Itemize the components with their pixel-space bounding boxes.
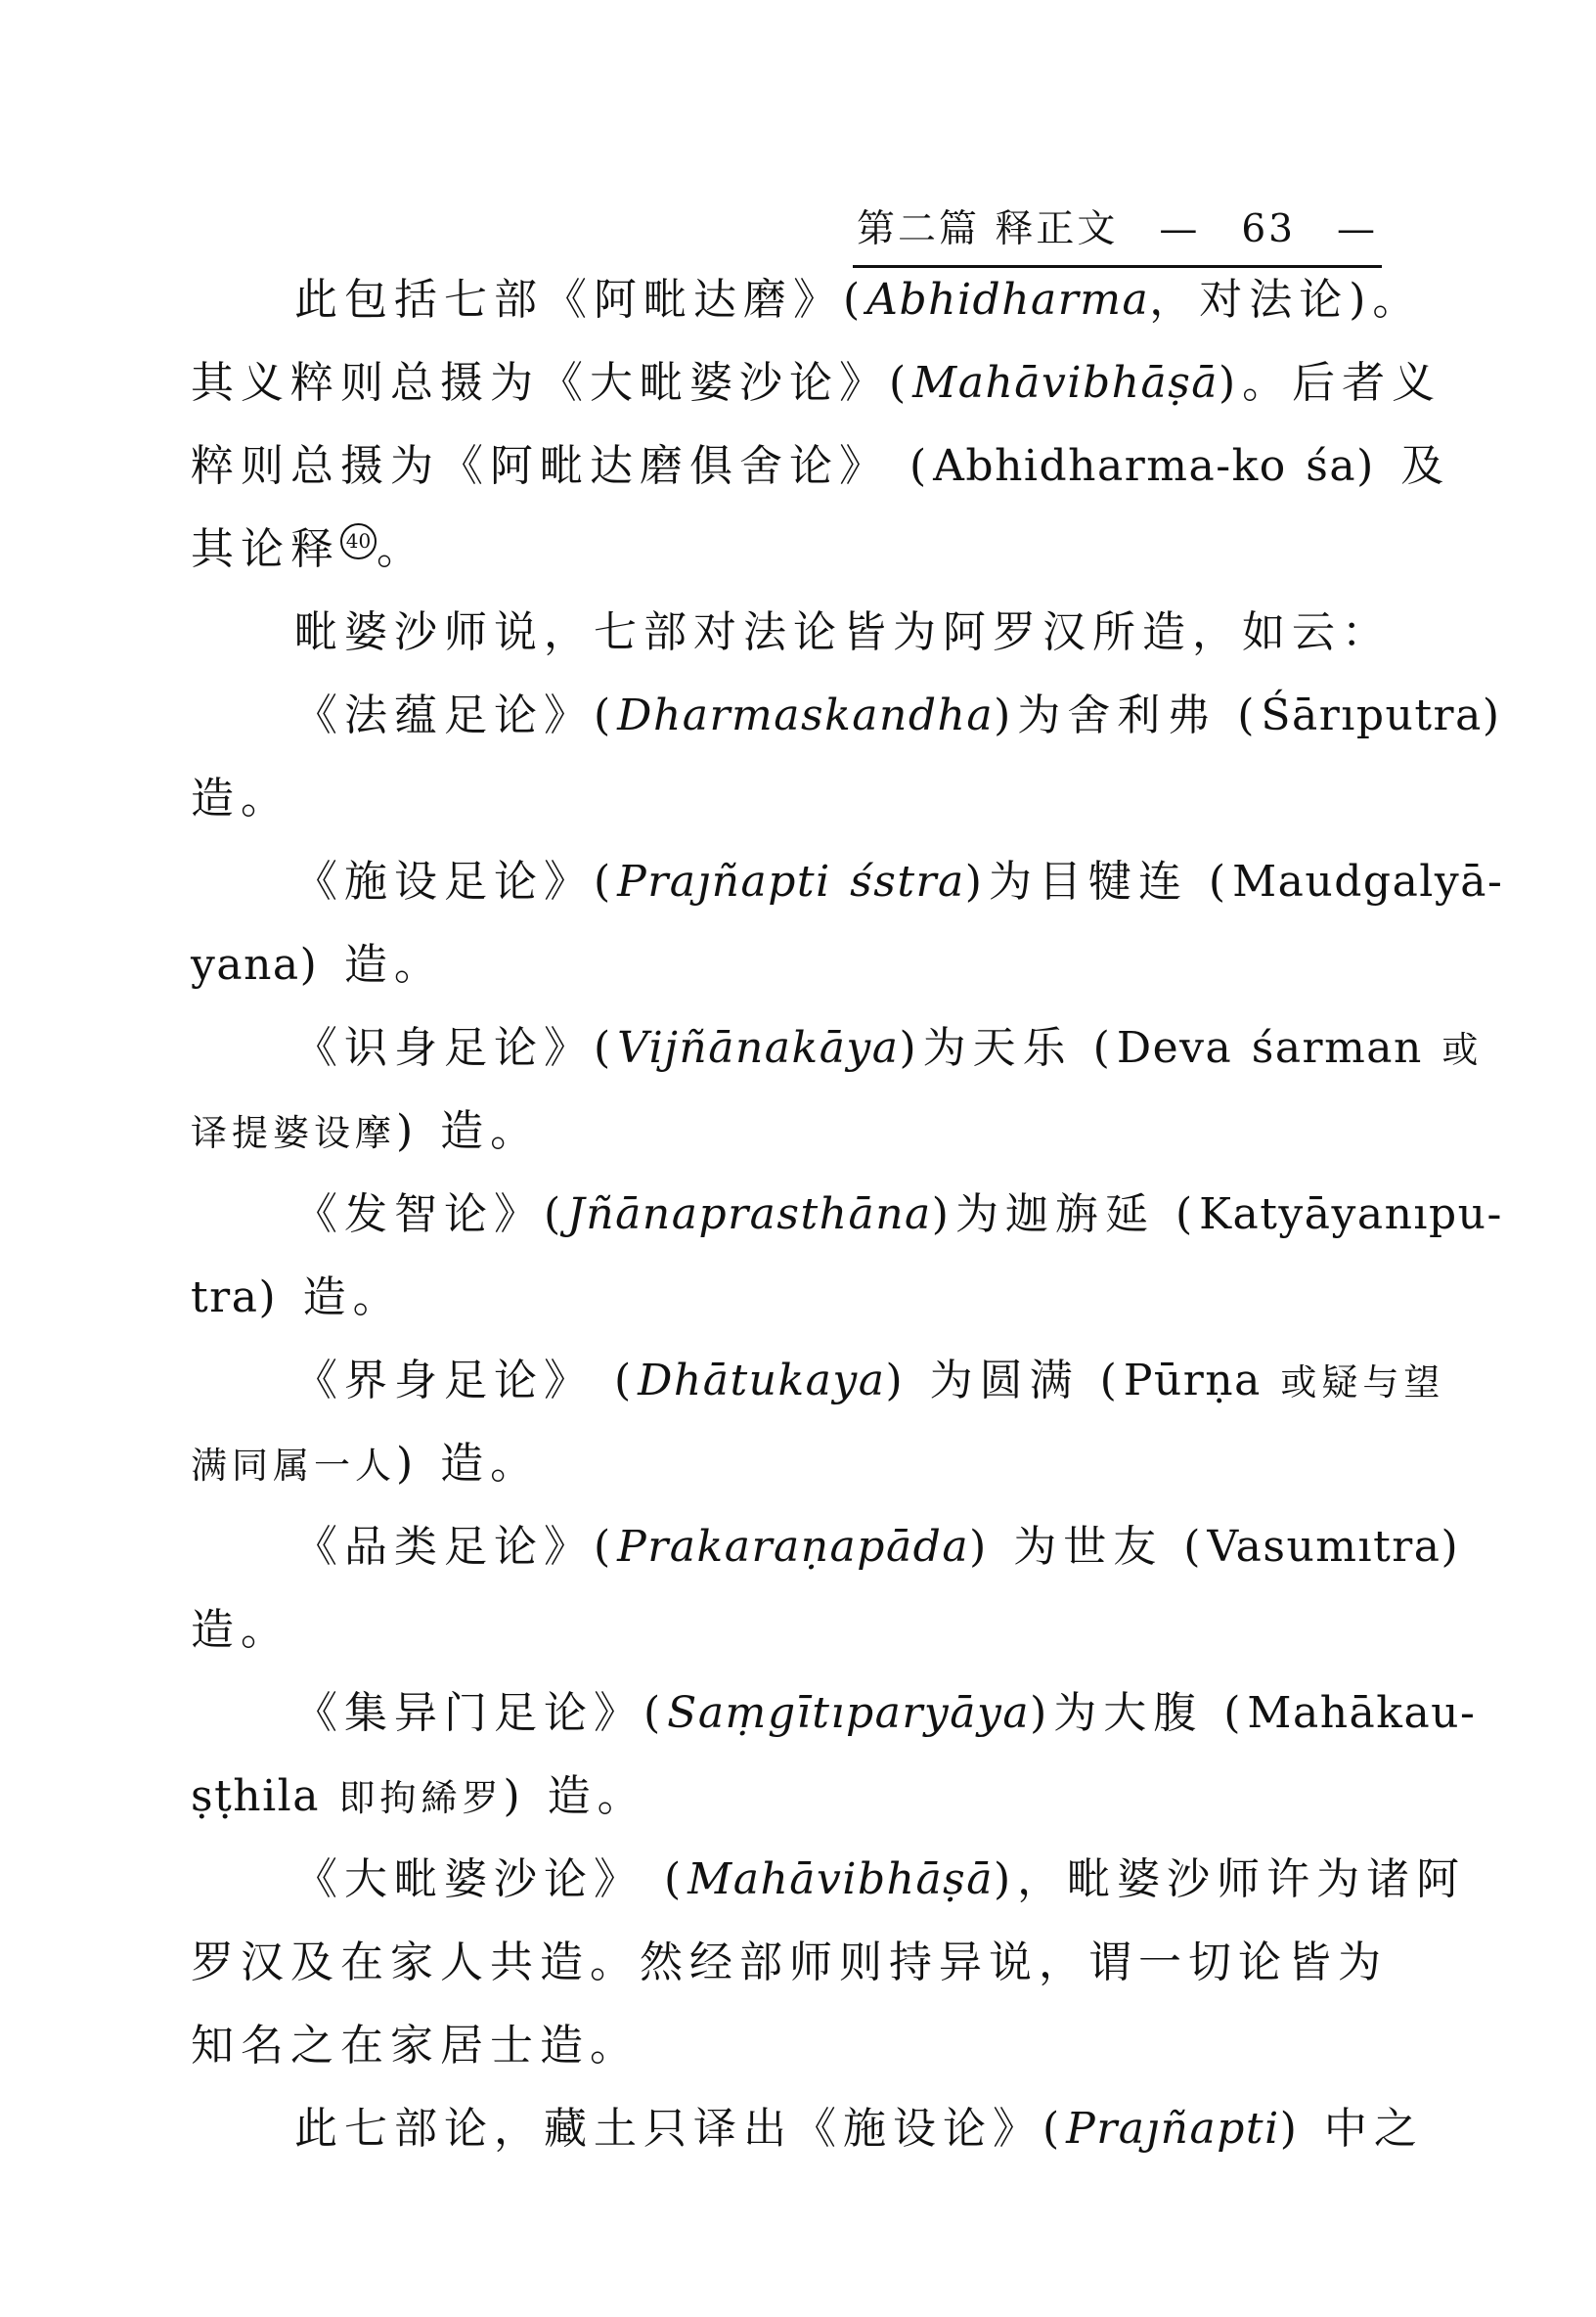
annotation-small-text: 满同属一人: [191, 1445, 396, 1487]
annotation-small-text: 译提婆设摩: [191, 1112, 396, 1154]
text-line: [191, 757, 1431, 840]
cjk-text: ) 造。: [396, 1439, 541, 1489]
text-line: [191, 1173, 1503, 1256]
text-line: [191, 1921, 1431, 2004]
text-line: [191, 424, 1451, 508]
text-line: [191, 258, 1431, 341]
cjk-text: 其论释: [191, 524, 340, 574]
page-body: [191, 258, 1506, 2170]
cjk-text: 造。: [191, 774, 290, 824]
cjk-text: 《施设足论》(: [294, 857, 618, 907]
text-line: [191, 1838, 1467, 1921]
footnote-marker: 40: [340, 523, 377, 559]
cjk-text: )。后者义: [1219, 358, 1442, 408]
cjk-text: )为舍利弗 (: [994, 691, 1262, 740]
text-line: [191, 674, 1506, 757]
text-line: [191, 1755, 1431, 1838]
cjk-text: )为大腹 (: [1030, 1688, 1248, 1738]
text-line: [191, 2004, 1431, 2087]
cjk-text: 。: [377, 524, 426, 574]
cjk-text: )为迦旃延 (: [931, 1189, 1200, 1239]
sanskrit-term: Mahāvibhāṣā: [687, 1854, 994, 1904]
cjk-text: 《大毗婆沙论》 (: [294, 1854, 688, 1904]
latin-text: Deva śarman: [1116, 1023, 1442, 1073]
sanskrit-term: Vijñānakāya: [617, 1023, 900, 1073]
sanskrit-term: Praȷñapti śstra: [617, 857, 965, 907]
cjk-text: ): [1441, 1522, 1465, 1572]
latin-text: ṣṭhila: [191, 1771, 339, 1821]
cjk-text: ) 为世友 (: [969, 1522, 1208, 1572]
annotation-small-text: 即拘絺罗: [338, 1777, 504, 1819]
cjk-text: 《品类足论》(: [294, 1522, 618, 1572]
sanskrit-term: Jñānaprasthāna: [567, 1189, 932, 1239]
cjk-text: )，毗婆沙师许为诸阿: [994, 1854, 1467, 1904]
sanskrit-term: Dhātukaya: [638, 1356, 886, 1405]
cjk-text: ) 造。: [503, 1771, 647, 1821]
latin-text: Vasumıtra: [1207, 1522, 1441, 1572]
cjk-text: 知名之在家居士造。: [191, 2021, 640, 2071]
cjk-text: 此七部论，藏土只译出《施设论》(: [294, 2104, 1067, 2154]
sanskrit-term: Mahāvibhāṣā: [912, 358, 1219, 408]
cjk-text: 其义粹则总摄为《大毗婆沙论》(: [191, 358, 913, 408]
cjk-text: 粹则总摄为《阿毗达磨俱舍论》 (: [191, 441, 934, 491]
cjk-text: 《发智论》(: [294, 1189, 568, 1239]
cjk-text: 《法蕴足论》(: [294, 691, 618, 740]
text-line: [191, 591, 1431, 674]
text-line: [191, 2087, 1431, 2170]
annotation-small-text: 或疑与望: [1280, 1361, 1445, 1404]
cjk-text: 《界身足论》 (: [294, 1356, 639, 1405]
cjk-text: ) 及: [1356, 441, 1451, 491]
latin-text: Pūrṇa: [1123, 1356, 1281, 1405]
latin-text: yana: [191, 940, 300, 990]
latin-text: Śārıputra: [1261, 691, 1483, 740]
cjk-text: ，对法论)。: [1149, 275, 1423, 325]
cjk-text: ) 中之: [1279, 2104, 1424, 2154]
cjk-text: 此包括七部《阿毗达磨》(: [294, 275, 867, 325]
latin-text: Katyāyanıpu-: [1199, 1189, 1503, 1239]
text-line: [191, 1588, 1431, 1671]
cjk-text: ) 为圆满 (: [885, 1356, 1124, 1405]
annotation-small-text: 或: [1441, 1029, 1484, 1071]
text-line: [191, 1671, 1477, 1755]
cjk-text: ) 造。: [396, 1106, 541, 1156]
text-line: [191, 923, 1431, 1006]
cjk-text: 毗婆沙师说，七部对法论皆为阿罗汉所造，如云：: [294, 607, 1392, 657]
sanskrit-term: Prakaraṇapāda: [617, 1522, 970, 1572]
text-line: [191, 840, 1504, 923]
text-line: [191, 1422, 1431, 1505]
cjk-text: )为目犍连 (: [964, 857, 1233, 907]
text-line: [191, 1505, 1465, 1588]
sanskrit-term: Abhidharma: [866, 275, 1150, 325]
text-line: [191, 1090, 1431, 1173]
latin-text: Maudgalyā-: [1232, 857, 1504, 907]
text-line: [191, 1256, 1431, 1339]
latin-text: Abhidharma-ko śa: [933, 441, 1357, 491]
text-line: [191, 341, 1442, 424]
cjk-text: )为天乐 (: [899, 1023, 1117, 1073]
cjk-text: ) 造。: [258, 1272, 403, 1322]
text-line: [191, 508, 1431, 591]
latin-text: Mahākau-: [1247, 1688, 1477, 1738]
cjk-text: 造。: [191, 1605, 290, 1655]
text-line: [191, 1006, 1484, 1090]
latin-text: tra: [191, 1272, 259, 1322]
cjk-text: ): [1482, 691, 1506, 740]
sanskrit-term: Dharmaskandha: [617, 691, 995, 740]
text-line: [191, 1339, 1445, 1422]
sanskrit-term: Saṃgītıparyāya: [667, 1688, 1031, 1738]
sanskrit-term: Praȷñapti: [1066, 2104, 1280, 2154]
running-header-text: 第二篇 释正文 — 63 —: [853, 199, 1382, 268]
cjk-text: ) 造。: [299, 940, 444, 990]
cjk-text: 《识身足论》(: [294, 1023, 618, 1073]
cjk-text: 罗汉及在家人共造。然经部师则持异说，谓一切论皆为: [191, 1938, 1388, 1987]
cjk-text: 《集异门足论》(: [294, 1688, 668, 1738]
